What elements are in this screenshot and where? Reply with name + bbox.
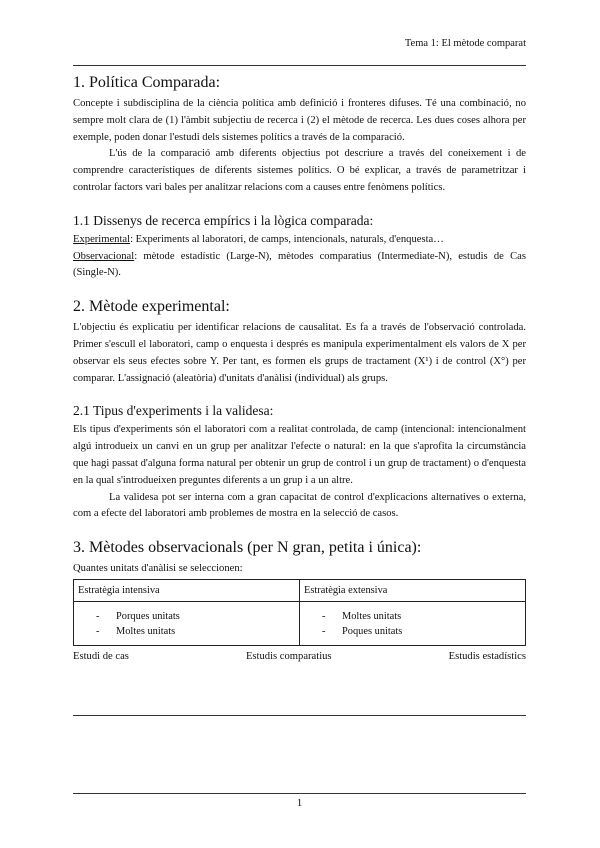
- list-item: - Poques unitats: [322, 624, 521, 639]
- experimental-line: [73, 232, 526, 249]
- section-2-paragraph-1: L'objectiu és explicatiu per identificar relacions de causalitat. Es fa a través de l'observació controlada. Primer s'escull el laboratori, camp o enquesta i després es manipula experimentalment els valors de X per observar els seus efectes sobre Y. Per tant, es formen els grups de tractament (X¹) i de control (X°) per comparar. L'assignació (aleatòria) d'unitats d'anàlisi (individual) als grups.: [73, 322, 526, 384]
- strategy-table: [73, 579, 526, 646]
- section-1-paragraph-1: Concepte i subdisciplina de la ciència política amb definició i fronteres difuses. Té una combinació, no sempre molt clara de (1) l'àmbit subjectiu de recerca i (2) el mètode de recerca. Les dues coses alhora per exemple, poden donar l'estudi dels sistemes polítics a través de la comparació.: [73, 98, 526, 143]
- section-3: [73, 539, 526, 664]
- section-1-1-title: 1.1 Dissenys de recerca empírics i la lògica comparada:: [73, 212, 374, 228]
- section-1-title: 1. Política Comparada:: [73, 74, 221, 91]
- section-end-rule: [73, 715, 526, 716]
- list-item: - Moltes unitats: [322, 609, 521, 624]
- experimental-text: : Experiments al laboratori, de camps, intencionals, naturals, d'enquesta…: [130, 233, 444, 245]
- observational-text: : mètode estadístic (Large-N), mètodes comparatius (Intermediate-N), estudis de Cas (Single-N).: [73, 250, 526, 279]
- section-2-1-paragraph-1: Els tipus d'experiments són el laboratori com a realitat controlada, de camp (intencional: intencionalment algú introdueix un canvi en un grup per analitzar l'efecte o natural: en la que s'aprofita la circumstància que hagi passat d'alguna forma natural per obtenir un grup de control i un grup de tractament) o d'enquesta en la qual s'introdueixen preguntes diferents a un grup i a un altre.: [73, 424, 526, 486]
- section-1-paragraph-2: L'ús de la comparació amb diferents objectius pot descriure a través del coneixement i de comprendre característiques de diferents sistemes polítics. O bé explicar, a través de parametritzar i controlar factors vari bales per analitzar relacions com a causes entre fenòmens polítics.: [73, 148, 526, 193]
- study-case-label: Estudi de cas: [73, 650, 129, 662]
- section-2-1-title: 2.1 Tipus d'experiments i la validesa:: [73, 403, 274, 419]
- document-page: [73, 0, 526, 848]
- study-comparative-label: Estudis comparatius: [245, 650, 332, 662]
- observational-line: [73, 249, 526, 283]
- experimental-label: Experimental: [73, 233, 131, 245]
- document-body: [73, 74, 526, 680]
- study-types-row: [73, 649, 526, 664]
- intensive-items-cell: [74, 601, 300, 645]
- footer-rule: [73, 793, 526, 794]
- header-rule: [73, 65, 526, 66]
- observational-label: Observacional: [73, 250, 135, 262]
- table-row: [74, 601, 526, 645]
- section-2-title: 2. Mètode experimental:: [73, 298, 230, 316]
- running-header: Tema 1: El mètode comparat: [404, 38, 526, 49]
- intensive-header-cell: Estratègia intensiva: [74, 579, 300, 601]
- section-2-1: [73, 403, 526, 523]
- table-header-row: [74, 579, 526, 601]
- section-3-question: Quantes unitats d'anàlisi se seleccionen:: [73, 563, 243, 575]
- section-3-title: 3. Mètodes observacionals (per N gran, petita i única):: [73, 539, 422, 557]
- study-statistical-label: Estudis estadístics: [448, 650, 526, 662]
- list-item: - Porques unitats: [96, 609, 295, 624]
- section-2: [73, 298, 526, 387]
- section-2-1-paragraph-2: La validesa pot ser interna com a gran capacitat de control d'explicacions alternatives o externa, com a efecte del laboratori amb problemes de mostra en la selecció de casos.: [73, 491, 526, 520]
- list-item: - Moltes unitats: [96, 624, 295, 639]
- extensive-list: [322, 609, 521, 639]
- intensive-list: [96, 609, 295, 639]
- page-number: 1: [296, 797, 303, 809]
- extensive-header-cell: Estratègia extensiva: [300, 579, 526, 601]
- section-1: [73, 74, 526, 197]
- extensive-items-cell: [300, 601, 526, 645]
- section-1-1: [73, 213, 526, 282]
